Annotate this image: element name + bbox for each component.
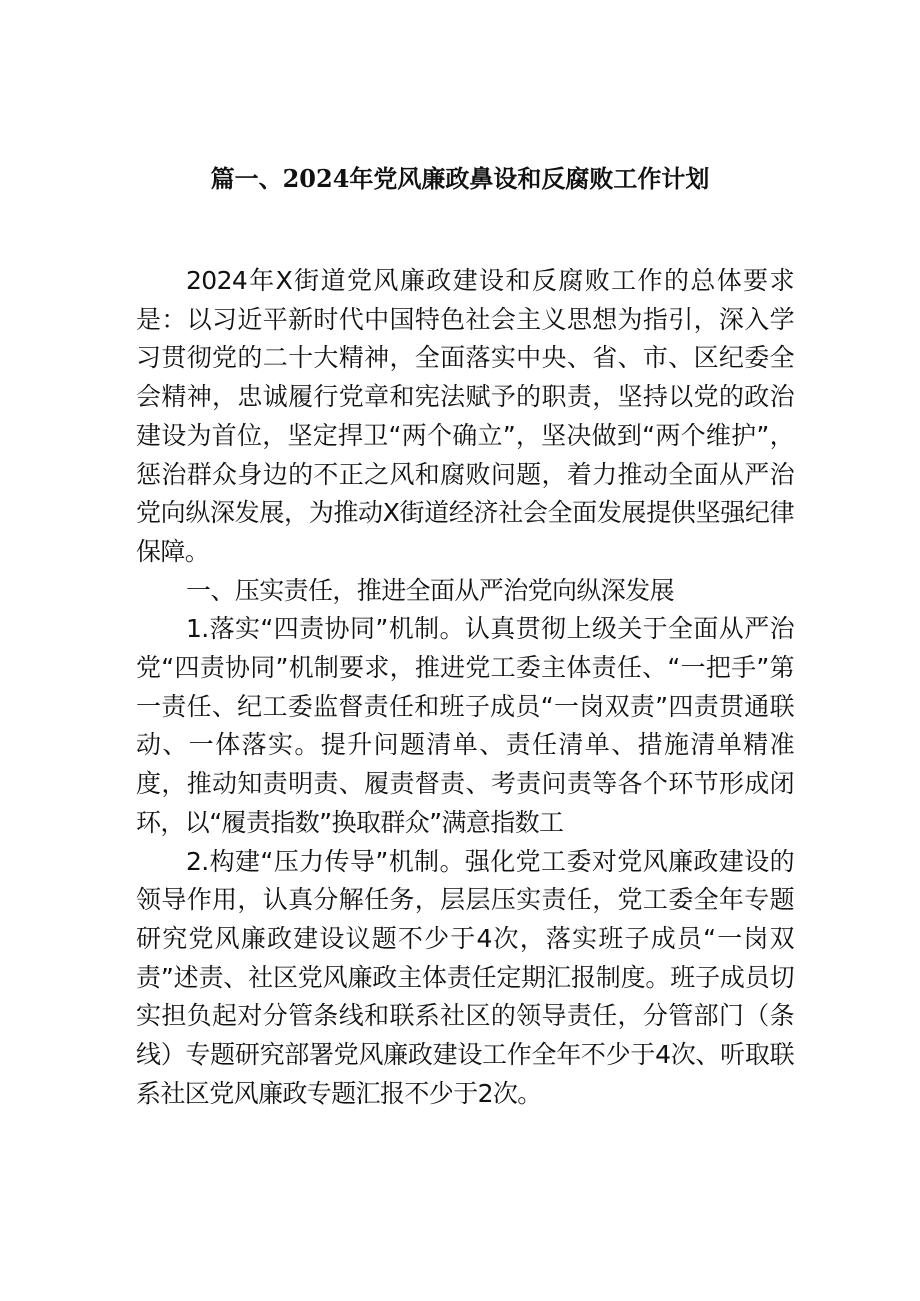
document-title: 篇一、2024年党风廉政鼻设和反腐败工作计划: [210, 164, 710, 193]
section-heading-1: 一、压实责任，推进全面从严治党向纵深发展: [186, 575, 675, 605]
document-body: [136, 262, 794, 1113]
paragraph-item-1: 1.落实“四责协同”机制。认真贯彻上级关于全面从严治党“四责协同”机制要求，推进党工委主体责任、“一把手”第一责任、纪工委监督责任和班子成员“一岗双责”四责贯通联动、一体落实。提升问题清单、责任清单、措施清单精准度，推动知责明责、履责督责、考责问责等各个环节形成闭环，以“履责指数”换取群众”满意指数工: [136, 614, 794, 837]
paragraph-intro: 2024年X街道党风廉政建设和反腐败工作的总体要求是：以习近平新时代中国特色社会主义思想为指引，深入学习贯彻党的二十大精神，全面落实中央、省、市、区纪委全会精神，忠诚履行党章和宪法赋予的职责，坚持以党的政治建设为首位，坚定捍卫“两个确立”，坚决做到“两个维护”，惩治群众身边的不正之风和腐败问题，着力推动全面从严治党向纵深发展，为推动X街道经济社会全面发展提供坚强纪律保障。: [136, 266, 794, 566]
paragraph-item-2: 2.构建“压力传导”机制。强化党工委对党风廉政建设的领导作用，认真分解任务，层层压实责任，党工委全年专题研究党风廉政建设议题不少于4次，落实班子成员“一岗双责”述责、社区党风廉政主体责任定期汇报制度。班子成员切实担负起对分管条线和联系社区的领导责任，分管部门（条线）专题研究部署党风廉政建设工作全年不少于4次、听取联系社区党风廉政专题汇报不少于2次。: [136, 846, 794, 1108]
